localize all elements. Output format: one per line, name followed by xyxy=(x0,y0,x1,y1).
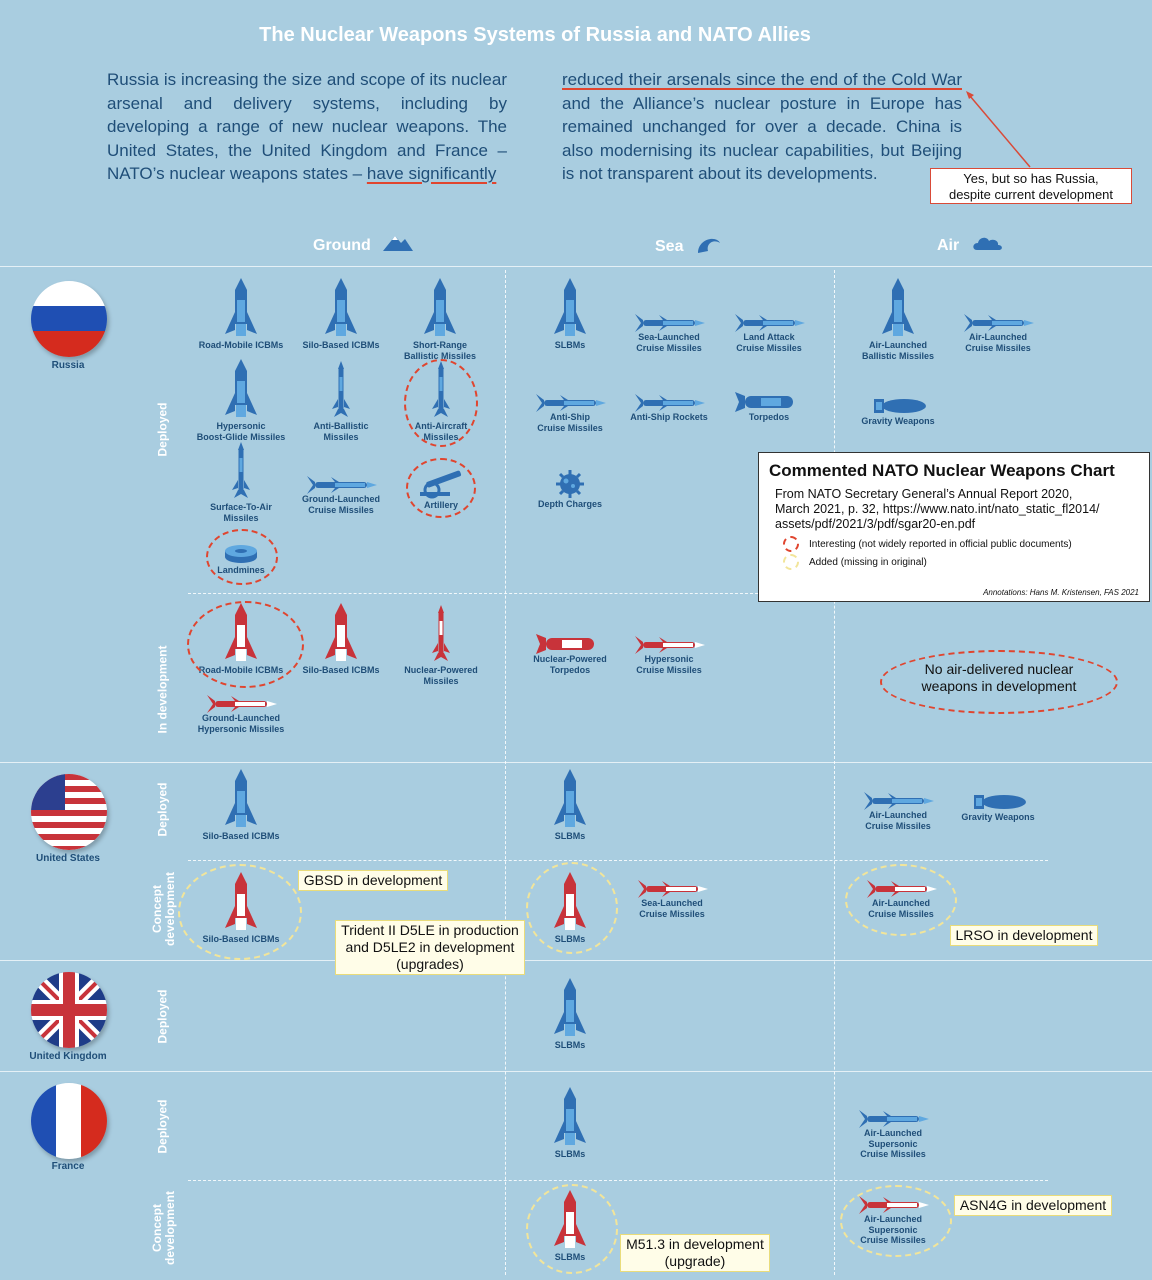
cruise-missile-icon xyxy=(619,314,719,332)
country-uk: United Kingdom xyxy=(29,1051,107,1062)
annotation-panel xyxy=(758,452,1150,602)
weapon-item xyxy=(390,278,490,361)
weapon-label: Ground-Launched Hypersonic Missiles xyxy=(197,713,285,734)
weapon-item xyxy=(291,476,391,515)
legend-red xyxy=(809,539,1139,550)
cruise-missile-icon xyxy=(520,394,620,412)
note-trident-line1: Trident II D5LE in production xyxy=(341,922,519,938)
france-concept-label xyxy=(151,1178,179,1278)
weapon-label: Anti-Ship Rockets xyxy=(630,412,708,422)
header-divider xyxy=(0,266,1152,267)
weapon-item xyxy=(191,695,291,734)
ring-us-slbm xyxy=(526,862,618,954)
bomb-icon xyxy=(848,396,948,416)
france-deployed-label: Deployed xyxy=(155,1099,170,1154)
note-trident xyxy=(335,920,525,975)
country-france: France xyxy=(51,1161,85,1172)
torpedo-icon xyxy=(719,392,819,412)
russia-divider xyxy=(0,762,1152,763)
weapon-label: Anti-Ballistic Missiles xyxy=(313,421,369,442)
weapon-label: Torpedos xyxy=(748,412,790,422)
us-concept-line2: development xyxy=(163,872,177,947)
weapon-item xyxy=(719,314,819,353)
ground-sea-divider xyxy=(505,270,506,1275)
russia-flag xyxy=(31,281,107,357)
us-concept-label xyxy=(151,859,179,959)
icbm-icon xyxy=(291,603,391,665)
weapon-label: Silo-Based ICBMs xyxy=(202,831,280,841)
weapon-label: SLBMs xyxy=(554,831,586,841)
country-russia: Russia xyxy=(51,360,85,371)
cruise-missile-icon xyxy=(848,792,948,810)
legend-red-text: Interesting (not widely reported in official public documents) xyxy=(809,539,1072,550)
weapon-label: Nuclear-Powered Missiles xyxy=(404,665,478,686)
column-sea-label: Sea xyxy=(655,238,684,255)
interceptor-icon xyxy=(291,359,391,421)
note-gbsd: GBSD in development xyxy=(298,870,448,891)
icbm-icon xyxy=(191,278,291,340)
icbm-icon xyxy=(291,278,391,340)
note-lrso: LRSO in development xyxy=(950,925,1098,946)
hypersonic-missile-icon xyxy=(191,695,291,713)
weapon-label: Land Attack Cruise Missiles xyxy=(736,332,802,353)
note-asn4g: ASN4G in development xyxy=(954,1195,1112,1216)
weapon-label: Air-Launched Cruise Missiles xyxy=(865,810,931,831)
weapon-item xyxy=(848,396,948,427)
weapon-label: Silo-Based ICBMs xyxy=(302,340,380,350)
weapon-label: Silo-Based ICBMs xyxy=(202,934,280,944)
callout-arrow xyxy=(0,0,1152,240)
weapon-label: Sea-Launched Cruise Missiles xyxy=(639,898,705,919)
note-trident-line2: and D5LE2 in development xyxy=(345,939,515,955)
france-concept-line2: development xyxy=(163,1191,177,1266)
weapon-label: Road-Mobile ICBMs xyxy=(198,340,284,350)
intro-right-text: and the Alliance’s nuclear posture in Europe has remained unchanged for over a decade. China is also modernising its nuclear capabilities, but Beijing is not transparent about its developments. xyxy=(562,93,962,183)
weapon-label: Air-Launched Supersonic Cruise Missiles xyxy=(860,1214,926,1245)
weapon-label: Landmines xyxy=(217,565,265,575)
intro-right-underlined: reduced their arsenals since the end of the Cold War xyxy=(562,70,962,89)
france-flag xyxy=(31,1083,107,1159)
uk-deployed-label: Deployed xyxy=(155,989,170,1044)
weapon-label: SLBMs xyxy=(554,934,586,944)
bomb-icon xyxy=(948,792,1048,812)
weapon-item xyxy=(191,769,291,842)
note-no-air xyxy=(880,650,1118,714)
weapon-label: Artillery xyxy=(423,500,458,510)
weapon-item xyxy=(848,278,948,361)
weapon-item xyxy=(719,392,819,423)
weapon-label: Air-Launched Ballistic Missiles xyxy=(861,340,935,361)
russia-deployed-label: Deployed xyxy=(155,402,170,457)
ring-artillery xyxy=(406,458,476,518)
callout-line1: Yes, but so has Russia, xyxy=(963,171,1099,186)
column-air xyxy=(937,233,1004,255)
uk-divider xyxy=(0,1071,1152,1072)
weapon-item xyxy=(191,359,291,442)
weapon-item xyxy=(622,880,722,919)
cruise-missile-icon xyxy=(291,476,391,494)
yellow-ring-icon xyxy=(783,554,799,570)
note-m51 xyxy=(620,1234,770,1272)
interceptor-icon xyxy=(191,440,291,502)
intro-left-text: Russia is increasing the size and scope of its nuclear arsenal and delivery systems, including by developing a range of new nuclear weapons. The United States, the United Kingdom and France – NATO’s nuclear weapons states – xyxy=(107,70,507,183)
weapon-label: Silo-Based ICBMs xyxy=(302,665,380,675)
cruise-missile-icon xyxy=(622,880,722,898)
weapon-item xyxy=(948,314,1048,353)
weapon-item xyxy=(520,278,620,351)
note-m51-line2: (upgrade) xyxy=(664,1253,726,1269)
us-deployed-label: Deployed xyxy=(155,782,170,837)
cruise-missile-icon xyxy=(843,1110,943,1128)
panel-source-line2: March 2021, p. 32, https://www.nato.int/nato_static_fl2014/ xyxy=(775,502,1100,516)
weapon-label: Road-Mobile ICBMs xyxy=(198,665,284,675)
weapon-label: Short-Range Ballistic Missiles xyxy=(403,340,477,361)
ring-fr-asmp xyxy=(840,1185,952,1257)
panel-title: Commented NATO Nuclear Weapons Chart xyxy=(769,461,1115,480)
ring-anti-aircraft xyxy=(404,359,478,447)
uk-flag xyxy=(31,972,107,1048)
weapon-label: SLBMs xyxy=(554,1040,586,1050)
weapon-label: Ground-Launched Cruise Missiles xyxy=(302,494,380,515)
column-ground-label: Ground xyxy=(313,237,371,254)
ring-us-silo xyxy=(178,864,302,960)
weapon-item xyxy=(948,792,1048,823)
weapon-item xyxy=(843,1110,943,1160)
russia-in-development-label: In development xyxy=(155,645,170,734)
weapon-item xyxy=(520,394,620,433)
weapon-label: Sea-Launched Cruise Missiles xyxy=(636,332,702,353)
us-flag xyxy=(31,774,107,850)
slbm-icon xyxy=(520,769,620,831)
weapon-item xyxy=(619,394,719,423)
callout-line2: despite current development xyxy=(948,187,1114,202)
weapon-item xyxy=(619,314,719,353)
slbm-icon xyxy=(520,978,620,1040)
france-sub-divider xyxy=(188,1180,1048,1181)
panel-source-line3: assets/pdf/2021/3/pdf/sgar20-en.pdf xyxy=(775,517,976,531)
ballistic-missile-icon xyxy=(848,278,948,340)
column-air-label: Air xyxy=(937,237,960,254)
callout-box xyxy=(930,168,1132,204)
weapon-label: Air-Launched Cruise Missiles xyxy=(868,898,934,919)
weapon-label: Hypersonic Boost-Glide Missiles xyxy=(196,421,286,442)
panel-source xyxy=(775,487,1139,532)
weapon-label: Anti-Aircraft Missiles xyxy=(414,421,468,442)
weapon-item xyxy=(619,636,719,675)
weapon-label: Surface-To-Air Missiles xyxy=(210,502,272,523)
panel-credit: Annotations: Hans M. Kristensen, FAS 2021 xyxy=(983,588,1139,597)
weapon-item xyxy=(520,769,620,842)
us-concept-line1: Concept xyxy=(150,885,164,933)
weapon-item xyxy=(191,440,291,523)
icbm-icon xyxy=(191,769,291,831)
cruise-missile-icon xyxy=(391,603,491,665)
weapon-label: SLBMs xyxy=(554,1252,586,1262)
us-divider xyxy=(0,960,1152,961)
note-no-air-line2: weapons in development xyxy=(921,678,1077,694)
weapon-item xyxy=(520,469,620,510)
panel-source-line1: From NATO Secretary General’s Annual Report 2020, xyxy=(775,487,1073,501)
note-trident-line3: (upgrades) xyxy=(396,956,464,972)
cruise-missile-icon xyxy=(619,636,719,654)
cruise-missile-icon xyxy=(948,314,1048,332)
ring-road-mobile-dev xyxy=(187,601,304,688)
weapon-item xyxy=(520,978,620,1051)
mountain-icon xyxy=(383,233,413,253)
weapon-item xyxy=(520,1087,620,1160)
weapon-item xyxy=(848,792,948,831)
weapon-item xyxy=(291,278,391,351)
country-us: United States xyxy=(36,853,100,864)
column-sea xyxy=(655,233,722,256)
ballistic-missile-icon xyxy=(390,278,490,340)
slbm-icon xyxy=(520,1087,620,1149)
legend-yellow xyxy=(809,557,1139,568)
glide-missile-icon xyxy=(191,359,291,421)
weapon-label: Air-Launched Cruise Missiles xyxy=(965,332,1031,353)
column-ground xyxy=(313,233,413,255)
weapon-label: Depth Charges xyxy=(537,499,602,509)
slbm-icon xyxy=(520,278,620,340)
depth-charge-icon xyxy=(520,469,620,499)
weapon-label: Gravity Weapons xyxy=(861,416,935,426)
us-sub-divider xyxy=(188,860,1048,861)
note-m51-line1: M51.3 in development xyxy=(626,1236,764,1252)
weapon-item xyxy=(191,278,291,351)
weapon-label: Gravity Weapons xyxy=(961,812,1035,822)
red-ring-icon xyxy=(783,536,799,552)
ring-us-alcm xyxy=(845,864,957,936)
cruise-missile-icon xyxy=(719,314,819,332)
weapon-item xyxy=(391,603,491,686)
france-concept-line1: Concept xyxy=(150,1204,164,1252)
weapon-label: SLBMs xyxy=(554,1149,586,1159)
note-no-air-line1: No air-delivered nuclear xyxy=(924,661,1074,677)
page-title: The Nuclear Weapons Systems of Russia and NATO Allies xyxy=(259,24,811,46)
weapon-label: Nuclear-Powered Torpedos xyxy=(533,654,607,675)
russia-sub-divider xyxy=(188,593,758,594)
wave-icon xyxy=(696,233,722,255)
rocket-icon xyxy=(619,394,719,412)
intro-left-underlined: have significantly xyxy=(366,164,497,183)
sea-air-divider xyxy=(834,270,835,1275)
weapon-item xyxy=(291,359,391,442)
cloud-icon xyxy=(972,233,1004,253)
weapon-item xyxy=(520,634,620,675)
weapon-label: Anti-Ship Cruise Missiles xyxy=(537,412,603,433)
weapon-label: SLBMs xyxy=(554,340,586,350)
weapon-item xyxy=(291,603,391,676)
legend-yellow-text: Added (missing in original) xyxy=(809,557,927,568)
torpedo-icon xyxy=(520,634,620,654)
weapon-label: Hypersonic Cruise Missiles xyxy=(636,654,702,675)
ring-fr-slbm xyxy=(526,1184,618,1274)
ring-landmines xyxy=(206,529,278,585)
weapon-label: Air-Launched Supersonic Cruise Missiles xyxy=(860,1128,926,1159)
